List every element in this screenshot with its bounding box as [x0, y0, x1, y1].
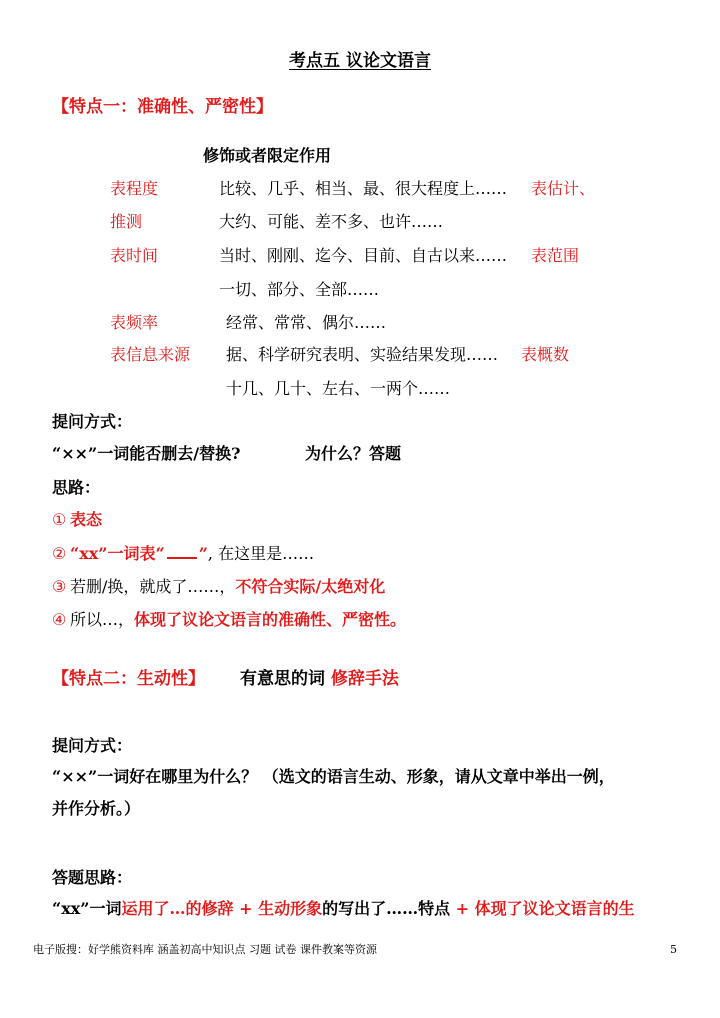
- answer-part-2: 运用了…的修辞: [121, 899, 234, 918]
- step-2-number: ②: [52, 544, 67, 563]
- step-4-number: ④: [52, 610, 67, 629]
- step-3-red: 不符合实际/太绝对化: [235, 577, 386, 596]
- step-4: [52, 609, 406, 631]
- step-2-red-b: ”: [198, 544, 208, 563]
- step-2-red-a: “xx”一词表“: [70, 544, 165, 563]
- row-label-source: 表信息来源: [110, 345, 191, 364]
- step-1: [52, 509, 102, 531]
- row-text-guess: 大约、可能、差不多、也许……: [219, 212, 444, 231]
- step-2-black: , 在这里是……: [207, 544, 315, 563]
- row-tag-estimate: 表估计、: [531, 179, 596, 198]
- thought-label: 思路：: [52, 478, 101, 497]
- step-1-number: ①: [52, 510, 67, 529]
- answer-part-6: +: [450, 899, 475, 918]
- section2-mid: [240, 668, 399, 690]
- ask-question-2: “××”一词好在哪里为什么？ （选文的语言生动、形象，请从文章中举出一例，: [52, 767, 615, 786]
- section2-mid-text: 有意思的词: [240, 669, 325, 689]
- page-title: 考点五 议论文语言: [289, 51, 431, 71]
- fill-blank: [167, 543, 197, 559]
- answer-line: [52, 898, 635, 920]
- row-text-approx: 十几、几十、左右、一两个……: [226, 379, 451, 398]
- row-text-source: 据、科学研究表明、实验结果发现……: [226, 345, 499, 364]
- ask-question-1: “××”一词能否删去/替换?: [52, 444, 241, 463]
- step-4-black: 所以…，: [70, 610, 135, 629]
- row-tag-approx: 表概数: [521, 345, 570, 364]
- row-text-range: 一切、部分、全部……: [219, 280, 380, 299]
- step-2: [52, 543, 314, 565]
- step-3-black: 若删/换，就成了……，: [70, 577, 236, 596]
- answer-part-1: “xx”一词: [52, 899, 122, 918]
- row-label-guess: 推测: [110, 212, 143, 231]
- answer-part-7: 体现了议论文语言的生: [474, 899, 635, 918]
- ask-question-2-cont: 并作分析。）: [52, 799, 141, 818]
- row-text-frequency: 经常、常常、偶尔……: [226, 313, 387, 332]
- step-1-text: 表态: [70, 510, 103, 529]
- answer-label: 答题思路：: [52, 868, 133, 887]
- section2-heading: 【特点二：生动性】: [52, 669, 205, 689]
- row-label-frequency: 表频率: [110, 313, 159, 332]
- page-number: 5: [670, 943, 677, 956]
- ask-label-2: 提问方式：: [52, 736, 133, 755]
- row-text-degree: 比较、几乎、相当、最、很大程度上……: [219, 179, 508, 198]
- answer-part-5: 的写出了……特点: [322, 899, 451, 918]
- row-label-degree: 表程度: [110, 179, 159, 198]
- answer-part-3: +: [239, 899, 259, 918]
- step-3: [52, 576, 385, 598]
- section2-mid-red: 修辞手法: [330, 669, 399, 689]
- step-3-number: ③: [52, 577, 67, 596]
- row-text-time: 当时、刚刚、迄今、目前、自古以来……: [219, 246, 508, 265]
- ask-label-1: 提问方式：: [52, 412, 133, 431]
- row-tag-range: 表范围: [531, 246, 580, 265]
- step-4-red: 体现了议论文语言的准确性、严密性。: [134, 610, 407, 629]
- answer-part-4: 生动形象: [258, 899, 323, 918]
- section1-subtitle: 修饰或者限定作用: [203, 146, 332, 165]
- section1-heading: 【特点一：准确性、严密性】: [52, 97, 273, 117]
- ask-question-1-tail: 为什么？答题: [305, 444, 402, 463]
- row-label-time: 表时间: [110, 246, 159, 265]
- footer-text: 电子版搜：好学熊资料库 涵盖初高中知识点 习题 试卷 课件教案等资源: [33, 943, 377, 956]
